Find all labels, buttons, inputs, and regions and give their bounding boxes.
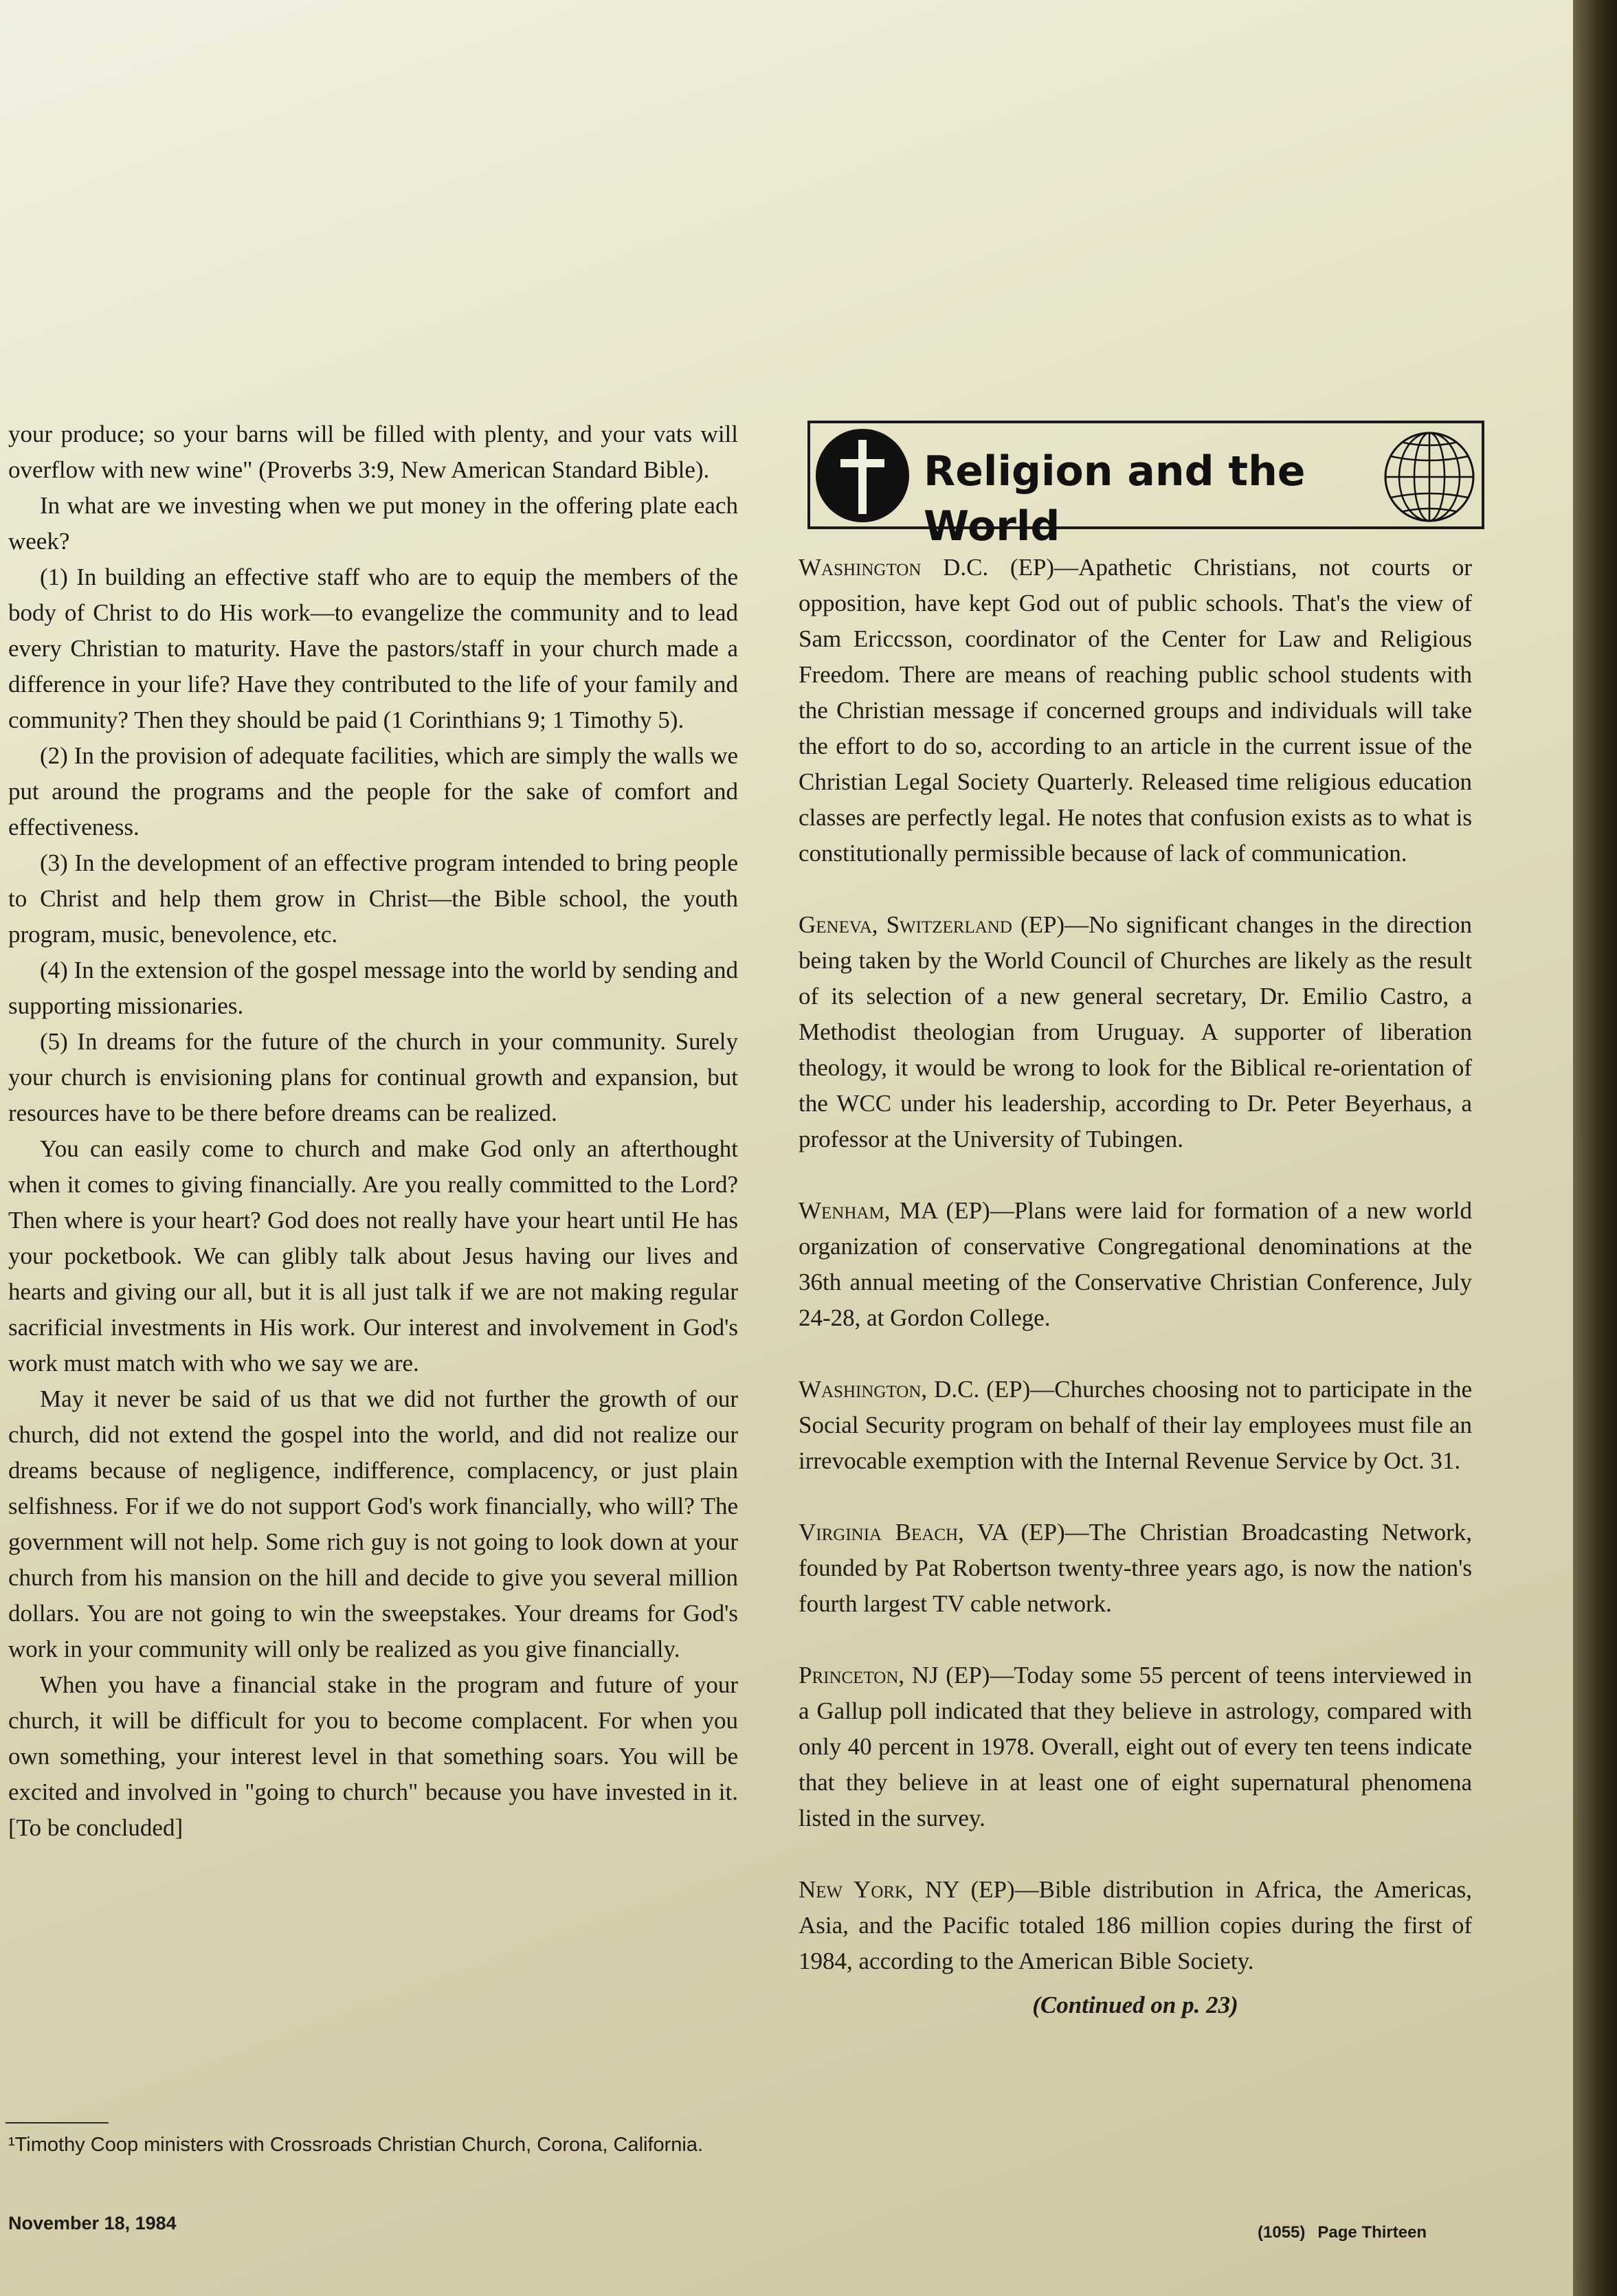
globe-icon xyxy=(1381,429,1477,525)
news-text: Today some 55 percent of teens interviewed in a Gallup poll indicated that they believe in astrology, compared with only 40 percent in 1978. Overall, eight out of every ten teens indicate that they believe in at least one of eight supernatural phenomena listed in the survey. xyxy=(799,1662,1472,1831)
news-dateline: Geneva, Switzerland (EP)— xyxy=(799,911,1089,938)
news-dateline: Virginia Beach, VA (EP)— xyxy=(799,1519,1089,1546)
news-text: The Christian Broadcasting Network, founded by Pat Robertson twenty-three years ago, is now the nation's fourth largest TV cable network. xyxy=(799,1519,1472,1617)
article-paragraph: (4) In the extension of the gospel message into the world by sending and supporting missionaries. xyxy=(8,957,738,1019)
news-text: Bible distribution in Africa, the Americas, Asia, and the Pacific totaled 186 million copies during the first of 1984, according to the American Bible Society. xyxy=(799,1876,1472,1974)
section-banner xyxy=(807,421,1484,550)
page-number: Page Thirteen xyxy=(1317,2223,1427,2242)
news-dateline: Wenham, MA (EP)— xyxy=(799,1197,1014,1224)
binding-spine xyxy=(1573,0,1617,2296)
news-item xyxy=(799,550,1472,871)
issue-number: (1055) xyxy=(1258,2223,1306,2242)
article-paragraph: your produce; so your barns will be filled with plenty, and your vats will overflow with new wine" (Proverbs 3:9, New American Standard Bible). xyxy=(8,421,738,483)
news-text: Plans were laid for formation of a new world organization of conservative Congregational denominations at the 36th annual meeting of the Conservative Christian Conference, July 24-28, at Gordon College. xyxy=(799,1197,1473,1331)
footer-page-info xyxy=(1258,2223,1427,2242)
cross-icon xyxy=(816,429,909,522)
news-item xyxy=(799,1658,1472,1836)
news-dateline: Washington, D.C. (EP)— xyxy=(799,1376,1055,1403)
news-item xyxy=(799,1872,1472,1979)
article-paragraph: May it never be said of us that we did not further the growth of our church, did not extend the gospel into the world, and did not realize our dreams because of negligence, indifference, complacency, or just plain selfishness. For if we do not support God's work financially, who will? The government will not help. Some rich guy is not going to look down at your church from his mansion on the hill and decide to give you several million dollars. You are not going to win the sweepstakes. Your dreams for God's work in your community will only be realized as you give financially. xyxy=(8,1385,738,1662)
article-paragraph: In what are we investing when we put money in the offering plate each week? xyxy=(8,492,738,555)
article-paragraph: You can easily come to church and make God only an afterthought when it comes to giving financially. Are you really committed to the Lord? Then where is your heart? God does not really have your heart until He has your pocketbook. We can glibly talk about Jesus having our lives and hearts and giving our all, but it is all just talk if we are not making regular sacrificial investments in His work. Our interest and involvement in God's work must match with who we say we are. xyxy=(8,1135,738,1377)
news-dateline: Princeton, NJ (EP)— xyxy=(799,1662,1014,1688)
section-title: Religion and the World xyxy=(924,447,1306,550)
news-dateline: Washington D.C. (EP)— xyxy=(799,554,1079,581)
news-dateline: New York, NY (EP)— xyxy=(799,1876,1039,1903)
article-paragraph: (2) In the provision of adequate facilities, which are simply the walls we put around the programs and the people for the sake of comfort and effectiveness. xyxy=(8,742,738,840)
article-paragraph: (5) In dreams for the future of the church in your community. Surely your church is envisioning plans for continual growth and expansion, but resources have to be there before dreams can be realized. xyxy=(8,1028,738,1126)
news-item xyxy=(799,1193,1472,1336)
news-text: Apathetic Christians, not courts or opposition, have kept God out of public schools. That's the view of Sam Ericcsson, coordinator of the Center for Law and Religious Freedom. There are means of reaching public school students with the Christian message if concerned groups and individuals will take the effort to do so, according to an article in the current issue of the Christian Legal Society Quarterly. Released time religious education classes are perfectly legal. He notes that confusion exists as to what is constitutionally permissible because of lack of communication. xyxy=(799,554,1473,867)
footnote-divider xyxy=(5,2122,109,2124)
article-paragraph: (1) In building an effective staff who are to equip the members of the body of Christ to do His work—to evangelize the community and to lead every Christian to maturity. Have the pastors/staff in your church made a difference in your life? Have they contributed to the life of your family and community? Then they should be paid (1 Corinthians 9; 1 Timothy 5). xyxy=(8,564,738,733)
news-text: No significant changes in the direction being taken by the World Council of Churches are likely as the result of its selection of a new general secretary, Dr. Emilio Castro, a Methodist theologian from Uruguay. A supporter of liberation theology, it would be wrong to look for the Biblical re-orientation of the WCC under his leadership, according to Dr. Peter Beyerhaus, a professor at the University of Tubingen. xyxy=(799,911,1472,1152)
news-item xyxy=(799,1515,1472,1622)
news-column xyxy=(799,550,1472,2023)
news-text: Churches choosing not to participate in the Social Security program on behalf of their lay employees must file an irrevocable exemption with the Internal Revenue Service by Oct. 31. xyxy=(799,1376,1472,1474)
news-item xyxy=(799,1372,1472,1479)
article-column xyxy=(8,416,738,1846)
news-item xyxy=(799,907,1472,1157)
author-footnote: ¹Timothy Coop ministers with Crossroads Christian Church, Corona, California. xyxy=(8,2134,704,2156)
article-paragraph: When you have a financial stake in the program and future of your church, it will be difficult for you to become complacent. For when you own something, your interest level in that something soars. You will be excited and involved in "going to church" because you have invested in it. [To be concluded] xyxy=(8,1671,738,1841)
footer-date: November 18, 1984 xyxy=(8,2213,177,2233)
continued-note: (Continued on p. 23) xyxy=(1032,1992,1238,2018)
article-paragraph: (3) In the development of an effective program intended to bring people to Christ and help them grow in Christ—the Bible school, the youth program, music, benevolence, etc. xyxy=(8,849,738,948)
